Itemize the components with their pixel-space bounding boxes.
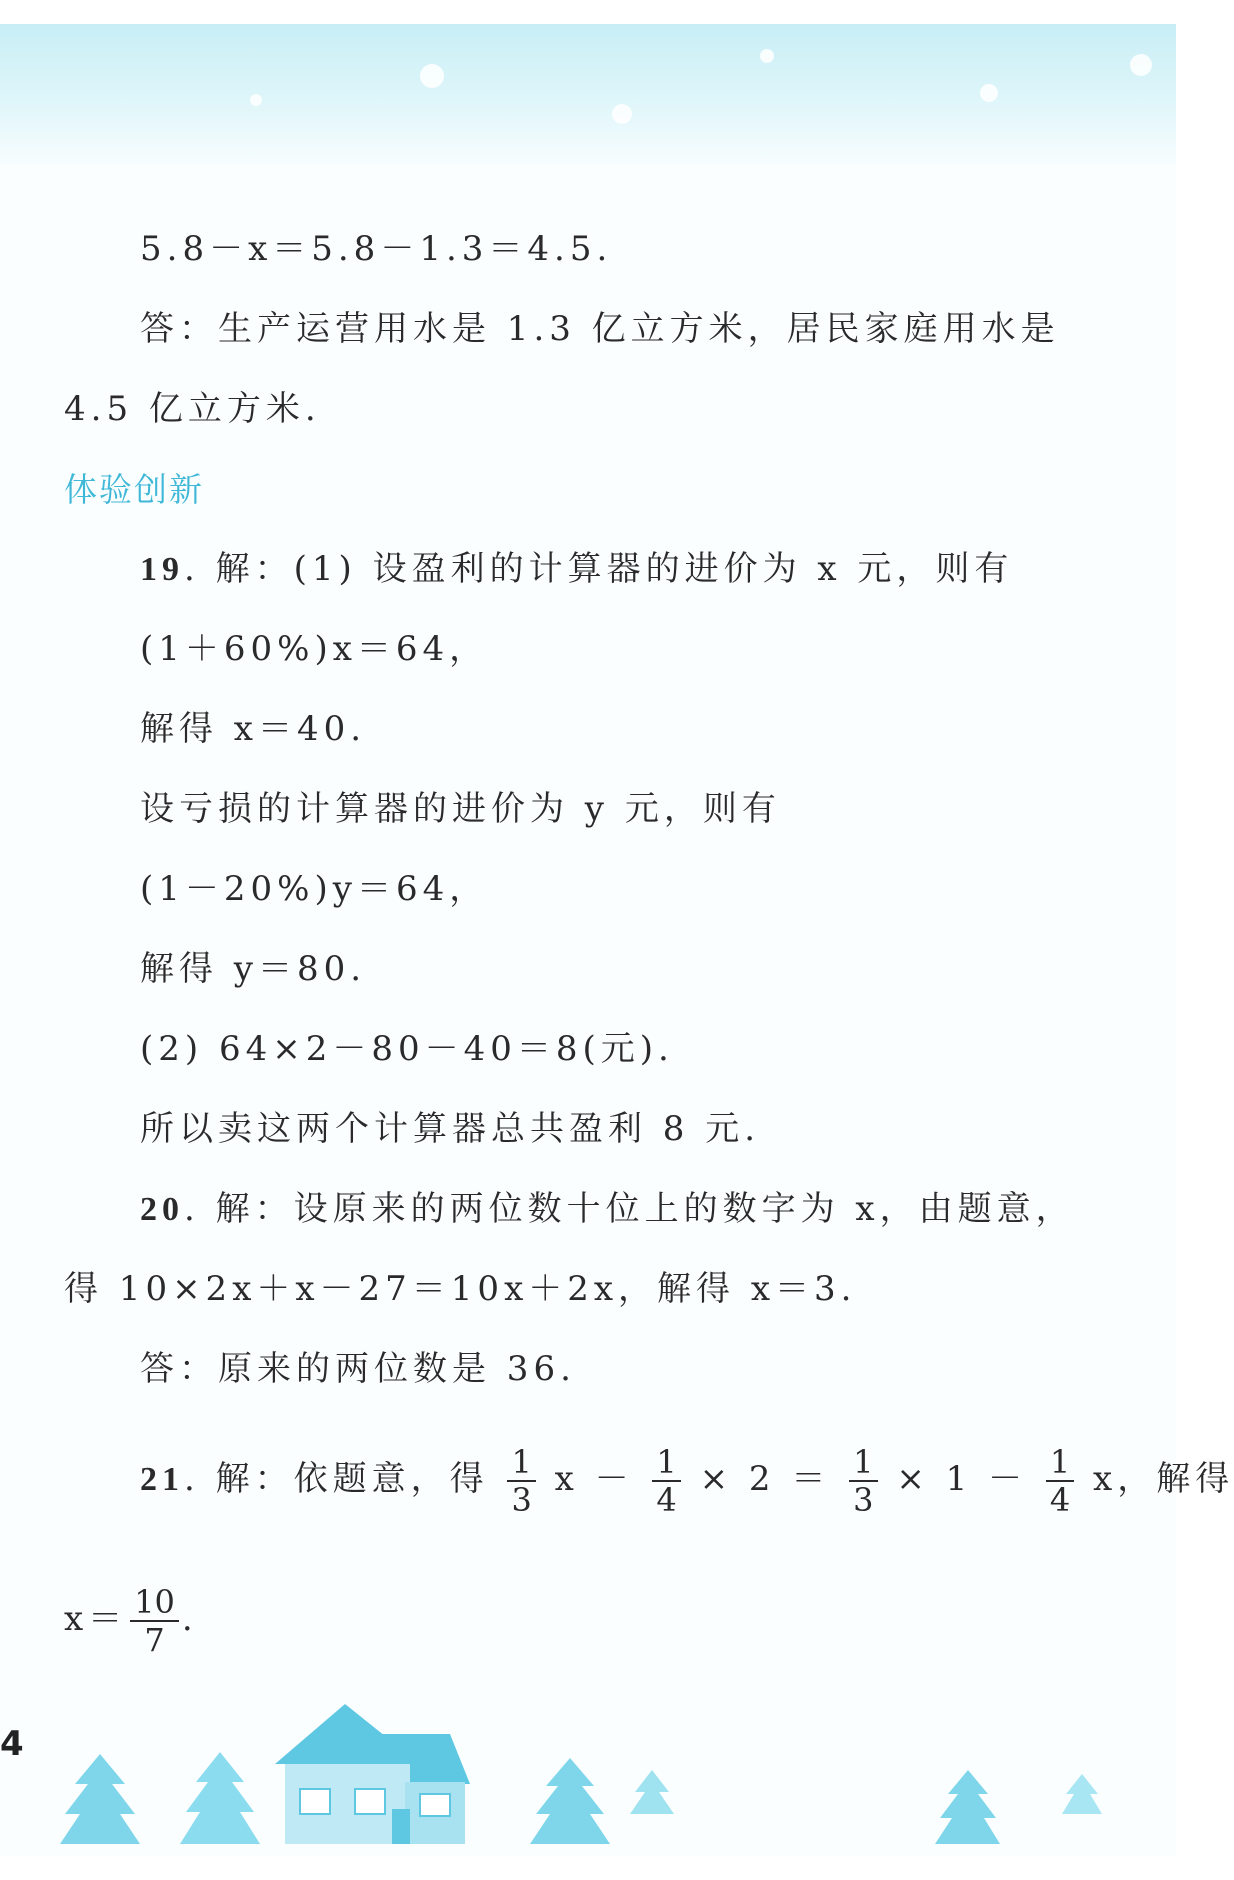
q21-equation bbox=[140, 1444, 1234, 1518]
q19-conclusion: 所以卖这两个计算器总共盈利 8 元. bbox=[140, 1109, 761, 1149]
q21-term: x － bbox=[554, 1459, 634, 1499]
fraction bbox=[849, 1444, 877, 1518]
q19-part-2: (2) 64×2－80－40＝8(元). bbox=[140, 1029, 674, 1069]
q20-answer: 答：原来的两位数是 36. bbox=[140, 1349, 576, 1389]
denominator: 4 bbox=[656, 1481, 677, 1519]
top-banner-decoration bbox=[0, 24, 1176, 164]
q21-number: 21 bbox=[140, 1461, 184, 1498]
winter-scene-illustration bbox=[0, 1694, 1176, 1854]
denominator: 3 bbox=[853, 1481, 874, 1519]
q19-number: 19 bbox=[140, 551, 184, 588]
q19-equation-2: (1－20%)y＝64， bbox=[140, 869, 489, 909]
q21-result bbox=[64, 1584, 198, 1658]
numerator: 1 bbox=[1046, 1444, 1074, 1482]
house-icon bbox=[275, 1704, 470, 1844]
tree-icon bbox=[630, 1770, 674, 1814]
answer-line: 答：生产运营用水是 1.3 亿立方米，居民家庭用水是 bbox=[140, 309, 1060, 349]
denominator: 7 bbox=[144, 1621, 165, 1659]
tree-icon bbox=[935, 1770, 1000, 1844]
snowflake-decoration bbox=[612, 104, 632, 124]
numerator: 10 bbox=[130, 1584, 179, 1622]
fraction bbox=[507, 1444, 535, 1518]
q21-prefix: . 解：依题意，得 bbox=[184, 1459, 489, 1499]
snowflake-decoration bbox=[1130, 54, 1152, 76]
numerator: 1 bbox=[507, 1444, 535, 1482]
q21-result-suffix: . bbox=[181, 1599, 198, 1639]
snowflake-decoration bbox=[420, 64, 444, 88]
q19-equation-1: (1＋60%)x＝64， bbox=[140, 629, 489, 669]
equation-line: 5.8－x＝5.8－1.3＝4.5. bbox=[140, 229, 613, 269]
q21-term: × 1 － bbox=[896, 1459, 1028, 1499]
answer-line-continued: 4.5 亿立方米. bbox=[64, 389, 321, 429]
q20-number: 20 bbox=[140, 1191, 184, 1228]
snowflake-decoration bbox=[760, 49, 774, 63]
q21-term: x，解得 bbox=[1093, 1459, 1234, 1499]
numerator: 1 bbox=[849, 1444, 877, 1482]
snowflake-decoration bbox=[250, 94, 262, 106]
fraction bbox=[652, 1444, 680, 1518]
numerator: 1 bbox=[652, 1444, 680, 1482]
denominator: 4 bbox=[1049, 1481, 1071, 1519]
tree-icon bbox=[530, 1758, 610, 1844]
q21-term: × 2 ＝ bbox=[699, 1459, 831, 1499]
q19-intro-2: 设亏损的计算器的进价为 y 元，则有 bbox=[140, 789, 781, 829]
q21-result-prefix: x＝ bbox=[64, 1599, 128, 1639]
q19-intro-text: . 解：(1) 设盈利的计算器的进价为 x 元，则有 bbox=[184, 549, 1014, 589]
q20-line-2: 得 10×2x＋x－27＝10x＋2x，解得 x＝3. bbox=[64, 1269, 857, 1309]
tree-icon bbox=[1062, 1774, 1102, 1814]
q20-line-1 bbox=[140, 1189, 1075, 1230]
q19-intro bbox=[140, 549, 1013, 590]
denominator: 3 bbox=[511, 1481, 532, 1519]
tree-icon bbox=[180, 1752, 260, 1844]
fraction bbox=[130, 1584, 179, 1658]
q19-solution-2: 解得 y＝80. bbox=[140, 949, 367, 989]
q20-line-1-text: . 解：设原来的两位数十位上的数字为 x，由题意， bbox=[184, 1189, 1075, 1229]
fraction bbox=[1046, 1444, 1074, 1518]
textbook-page bbox=[0, 24, 1234, 1856]
q19-solution-1: 解得 x＝40. bbox=[140, 709, 367, 749]
snowflake-decoration bbox=[980, 84, 998, 102]
tree-icon bbox=[60, 1754, 140, 1844]
section-heading: 体验创新 bbox=[64, 470, 204, 509]
page-number: 4 bbox=[0, 1724, 24, 1764]
